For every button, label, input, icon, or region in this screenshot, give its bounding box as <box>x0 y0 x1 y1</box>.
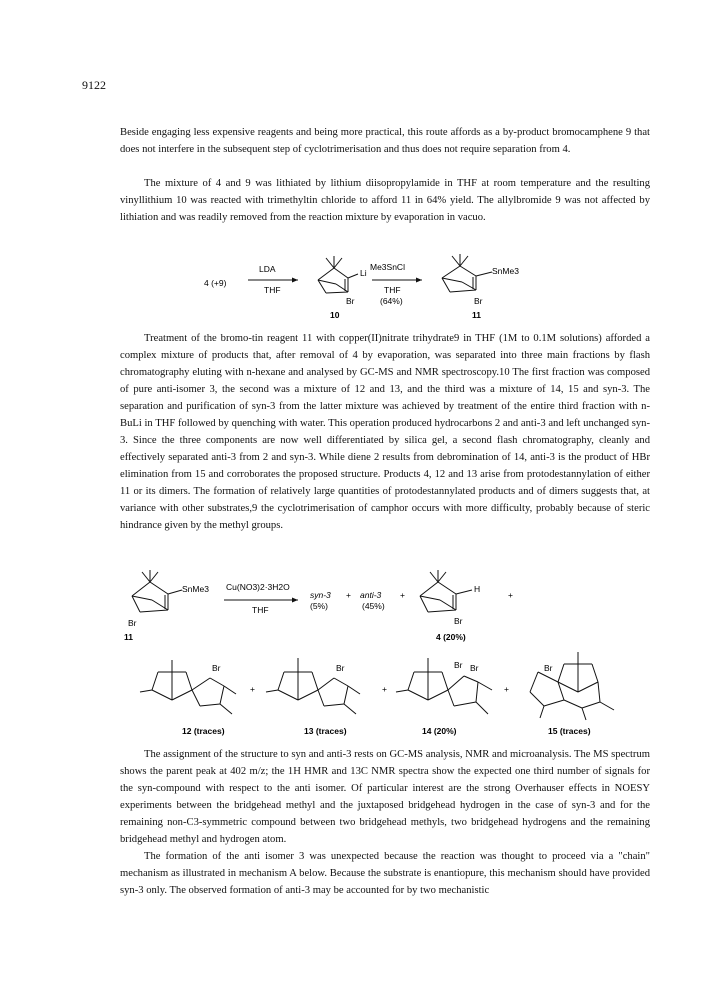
br-label-14b: Br <box>470 663 479 673</box>
snme3-label-2: SnMe3 <box>182 584 209 594</box>
reagent-yield: (64%) <box>380 296 403 306</box>
arrowhead-3 <box>292 598 298 603</box>
reagent-thf-3: THF <box>252 605 269 615</box>
reagent-copper-nitrate: Cu(NO3)2·3H2O <box>226 582 290 592</box>
br-label-12: Br <box>212 663 221 673</box>
compound-4-label: 4 (20%) <box>436 632 466 642</box>
anti-3-yield: (45%) <box>362 601 385 611</box>
br-label-13: Br <box>336 663 345 673</box>
product-15-label: 15 (traces) <box>548 726 591 736</box>
plus-sign-4: + <box>250 684 255 694</box>
br-label-14a: Br <box>454 660 463 670</box>
plus-sign-2: + <box>400 590 405 600</box>
plus-sign-3: + <box>508 590 513 600</box>
compound-11-label: 11 <box>472 310 481 320</box>
br-label-10: Br <box>346 296 355 306</box>
product-14-label: 14 (20%) <box>422 726 457 736</box>
br-label-reagent: Br <box>128 618 137 628</box>
arrowhead-1 <box>292 278 298 283</box>
scheme-lithiation-stannylation <box>120 248 650 328</box>
compound-11-reagent-label: 11 <box>124 632 133 642</box>
paragraph-assignment: The assignment of the structure to syn and anti-3 rests on GC-MS analysis, NMR and microanalysis. The MS spectrum shows the parent peak at 402 m/z; the 1H HMR and 13C NMR spectra show the expected one third number of signals for the syn-compound with respect to the anti isomer. Of particular interest are the strong Overhauser effects in NOESY experiments between the bridgehead methyl and the juxtaposed bridgehead hydrogen in the case of syn-3 and for the remaining non-C3-symmetric compound between two bridgehead methyls, two bridgehead hydrogens and the remaining bridgehead methyl and hydrogen atom. <box>120 749 650 845</box>
scheme-cyclotrimerisation <box>120 568 650 738</box>
br-label-11: Br <box>474 296 483 306</box>
br-label-4: Br <box>454 616 463 626</box>
reagent-me3sncl: Me3SnCl <box>370 262 405 272</box>
compound-10-label: 10 <box>330 310 340 320</box>
li-label: Li <box>360 268 367 278</box>
bromocamphene-structure <box>420 570 472 612</box>
arrowhead-2 <box>416 278 422 283</box>
paragraph-lithiation: The mixture of 4 and 9 was lithiated by lithium diisopropylamide in THF at room temperature and the resulting vinyllithium 10 was reacted with trimethyltin chloride to afford 11 in 64% yield. The allylbromide 9 was not affected by lithiation and was readily removed from the reaction mixture by evaporation in vacuo. <box>120 178 650 223</box>
plus-sign-5: + <box>382 684 387 694</box>
start-material-label: 4 (+9) <box>204 278 227 288</box>
plus-sign-1: + <box>346 590 351 600</box>
reagent-thf-1: THF <box>264 285 281 295</box>
br-label-15: Br <box>544 663 553 673</box>
paragraph-treatment: Treatment of the bromo-tin reagent 11 with copper(II)nitrate trihydrate9 in THF (1M to 0.1M solutions) afforded a complex mixture of products that, after removal of 4 by evaporation, was separated into three main fractions by flash chromatography eluting with n-hexane and analysed by GC-MS and NMR spectroscopy.10 The first fraction was composed of pure anti-isomer 3, the second was a mixture of 12 and 13, and the third was a mixture of 14, 15 and syn-3. The separation and purification of syn-3 from the latter mixture was achieved by treatment of the entire third fraction with n-BuLi in THF followed by quenching with water. This operation produced hydrocarbons 2 and anti-3 and left unchanged syn-3. Since the three components are now well differentiated by silica gel, a second flash chromatography, cleanly and effectively separated anti-3 from 2 and syn-3. While diene 2 results from debromination of 14, anti-3 is the product of HBr elimination from 15 and corroborates the proposed structure. Products 4, 12 and 13 arise from protodestannylation of either 11 or its dimers. The formation of relatively large quantities of protodestannylated products and of dimers suggests that, at variance with other substrates,9 the cyclotrimerisation of camphor occurs with more difficulty, probably because of steric hindrance given by the methyl groups. <box>120 333 650 531</box>
snme3-label-1: SnMe3 <box>492 266 519 276</box>
syn-3-label: syn-3 <box>310 590 331 600</box>
bromo-tin-reagent-structure <box>132 570 182 612</box>
h-label: H <box>474 584 481 594</box>
plus-sign-6: + <box>504 684 509 694</box>
anti-3-label: anti-3 <box>360 590 382 600</box>
reagent-lda: LDA <box>259 264 276 274</box>
product-13-structure <box>266 658 360 714</box>
page-number: 9122 <box>82 78 106 92</box>
vinyllithium-structure <box>318 256 358 293</box>
product-13-label: 13 (traces) <box>304 726 347 736</box>
reagent-thf-2: THF <box>384 285 401 295</box>
paragraph-anti-formation: The formation of the anti isomer 3 was unexpected because the reaction was thought to proceed via a "chain" mechanism as illustrated in mechanism A below. Because the substrate is enantiopure, this mechanism should have provided syn-3 only. The observed formation of anti-3 may be accounted for by two mechanistic <box>120 851 650 896</box>
syn-3-yield: (5%) <box>310 601 328 611</box>
product-15-structure <box>530 652 614 720</box>
paragraph-byproduct: Beside engaging less expensive reagents and being more practical, this route affords as a by-product bromocamphene 9 that does not interfere in the subsequent step of cyclotrimerisation and thus does not require separation from 4. <box>120 127 650 155</box>
stannane-structure <box>442 254 492 292</box>
product-12-structure <box>140 660 236 714</box>
product-12-label: 12 (traces) <box>182 726 225 736</box>
